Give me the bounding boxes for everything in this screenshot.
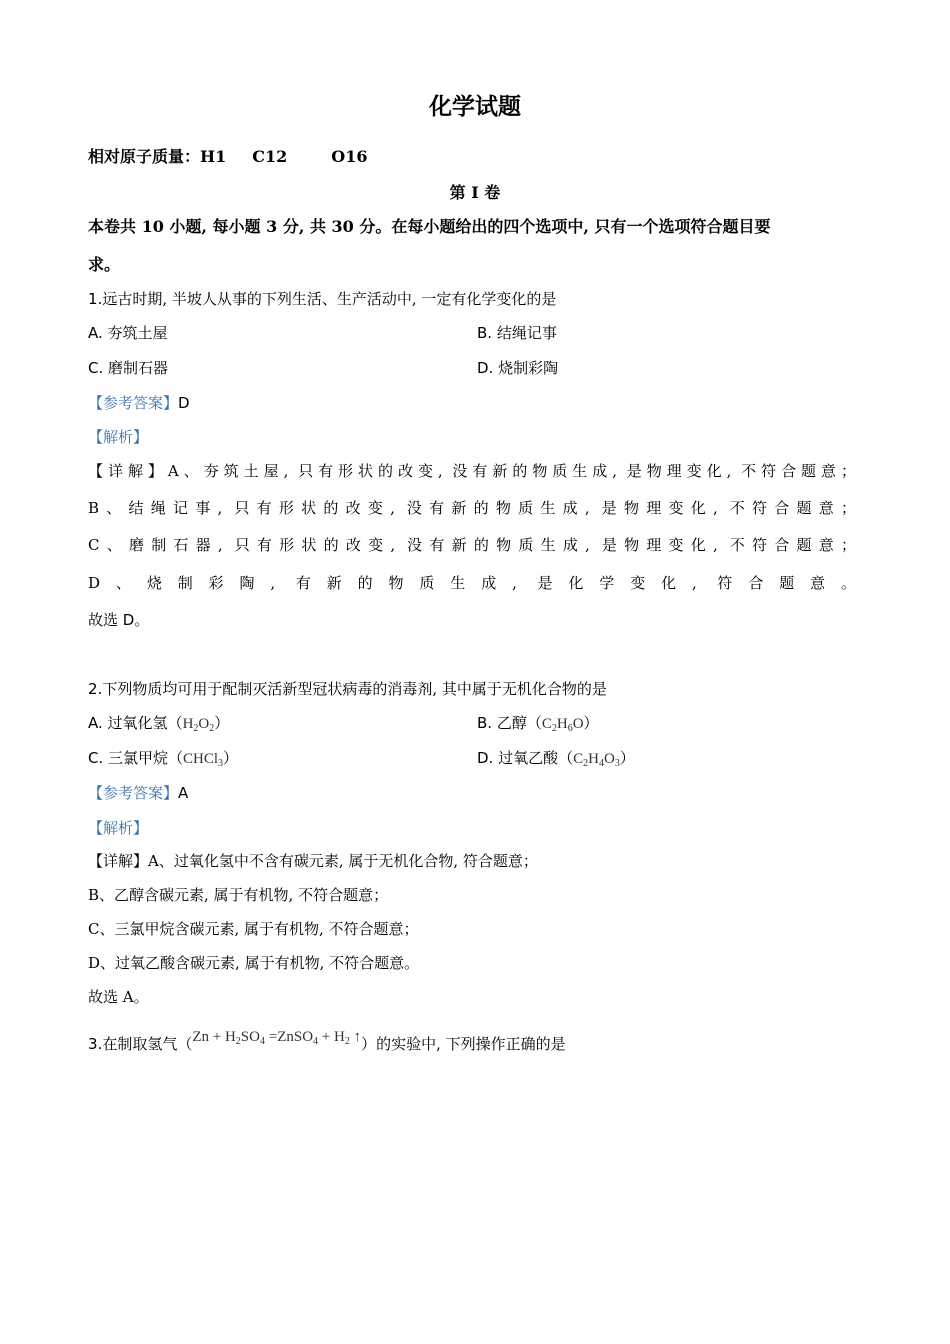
atomic-mass-c: C12 <box>252 147 288 166</box>
q1-conclusion: 故选 D。 <box>88 611 150 629</box>
q2-detail-line-4: D、过氧乙酸含碳元素, 属于有机物, 不符合题意。 <box>88 954 420 972</box>
q2-option-a: A. 过氧化氢$(H_2O_2)$ <box>88 714 230 734</box>
question-1-number: 1. <box>88 290 103 308</box>
part-heading: 第 I 卷 <box>449 183 501 202</box>
instructions-line-1: 本卷共 10 小题, 每小题 3 分, 共 30 分。在每小题给出的四个选项中, 只有一个选项符合题目要 <box>88 217 771 236</box>
q2-detail-line-3: C、三氯甲烷含碳元素, 属于有机物, 不符合题意； <box>88 920 419 938</box>
question-2-number: 2. <box>88 680 103 698</box>
q1-analysis-label: 【解析】 <box>88 428 149 446</box>
q1-options-row-1 <box>88 323 888 343</box>
question-3-prefix: 在制取氢气（ <box>102 1035 193 1053</box>
atomic-mass-line <box>88 147 367 167</box>
question-3-suffix: ）的实验中, 下列操作正确的是 <box>361 1035 566 1053</box>
q1-detail-line-1: 【详解】A、夯筑土屋, 只有形状的改变, 没有新的物质生成, 是物理变化, 不符合题意； <box>88 462 856 480</box>
q1-option-a: A. 夯筑土屋 <box>88 324 168 342</box>
q2-options-row-2 <box>88 748 888 769</box>
q2-detail-line-1: 【详解】A、过氧化氢中不含有碳元素, 属于无机化合物, 符合题意； <box>88 852 538 870</box>
atomic-mass-label: 相对原子质量： <box>88 147 201 166</box>
page-title: 化学试题 <box>429 93 521 120</box>
question-1 <box>88 289 556 309</box>
q2-conclusion: 故选 A。 <box>88 988 149 1006</box>
q1-answer-value: D <box>178 394 190 412</box>
q1-answer <box>88 393 190 413</box>
question-3 <box>88 1029 566 1055</box>
q2-detail-line-2: B、乙醇含碳元素, 属于有机物, 不符合题意； <box>88 886 389 904</box>
q1-option-b: B. 结绳记事 <box>477 324 557 342</box>
q3-equation: $Zn + H_2SO_4$ =ZnSO$_4$ + $H_2$ ↑ <box>192 1029 362 1047</box>
question-2 <box>88 679 607 699</box>
q1-option-d: D. 烧制彩陶 <box>477 359 559 377</box>
question-1-text: 远古时期, 半坡人从事的下列生活、生产活动中, 一定有化学变化的是 <box>102 290 557 308</box>
q1-options-row-2 <box>88 358 888 378</box>
q2-option-b: B. 乙醇$(C_2H_6O)$ <box>477 714 599 734</box>
atomic-mass-h: H1 <box>200 147 227 166</box>
q1-detail-line-4: D、烧制彩陶, 有新的物质生成, 是化学变化, 符合题意。 <box>88 574 856 592</box>
q1-detail-line-3: C、磨制石器, 只有形状的改变, 没有新的物质生成, 是物理变化, 不符合题意； <box>88 536 856 554</box>
q2-option-d: D. 过氧乙酸$(C_2H_4O_3)$ <box>477 749 635 769</box>
q2-options-row-1 <box>88 713 888 734</box>
q2-answer <box>88 783 188 803</box>
q1-option-c: C. 磨制石器 <box>88 359 169 377</box>
q2-answer-value: A <box>178 784 189 802</box>
question-3-number: 3. <box>88 1035 103 1053</box>
q2-option-c: C. 三氯甲烷（CHCl$_3$） <box>88 749 239 769</box>
instructions-line-2: 求。 <box>88 255 121 274</box>
q2-detail-label: 【详解】 <box>88 852 149 870</box>
q2-answer-label: 【参考答案】 <box>88 784 179 802</box>
q2-analysis-label: 【解析】 <box>88 819 149 837</box>
q1-detail-line-2: B、结绳记事, 只有形状的改变, 没有新的物质生成, 是物理变化, 不符合题意； <box>88 499 856 517</box>
atomic-mass-o: O16 <box>331 147 368 166</box>
q1-answer-label: 【参考答案】 <box>88 394 179 412</box>
question-2-text: 下列物质均可用于配制灭活新型冠状病毒的消毒剂, 其中属于无机化合物的是 <box>102 680 607 698</box>
q1-detail-label: 【详解】 <box>88 462 168 480</box>
